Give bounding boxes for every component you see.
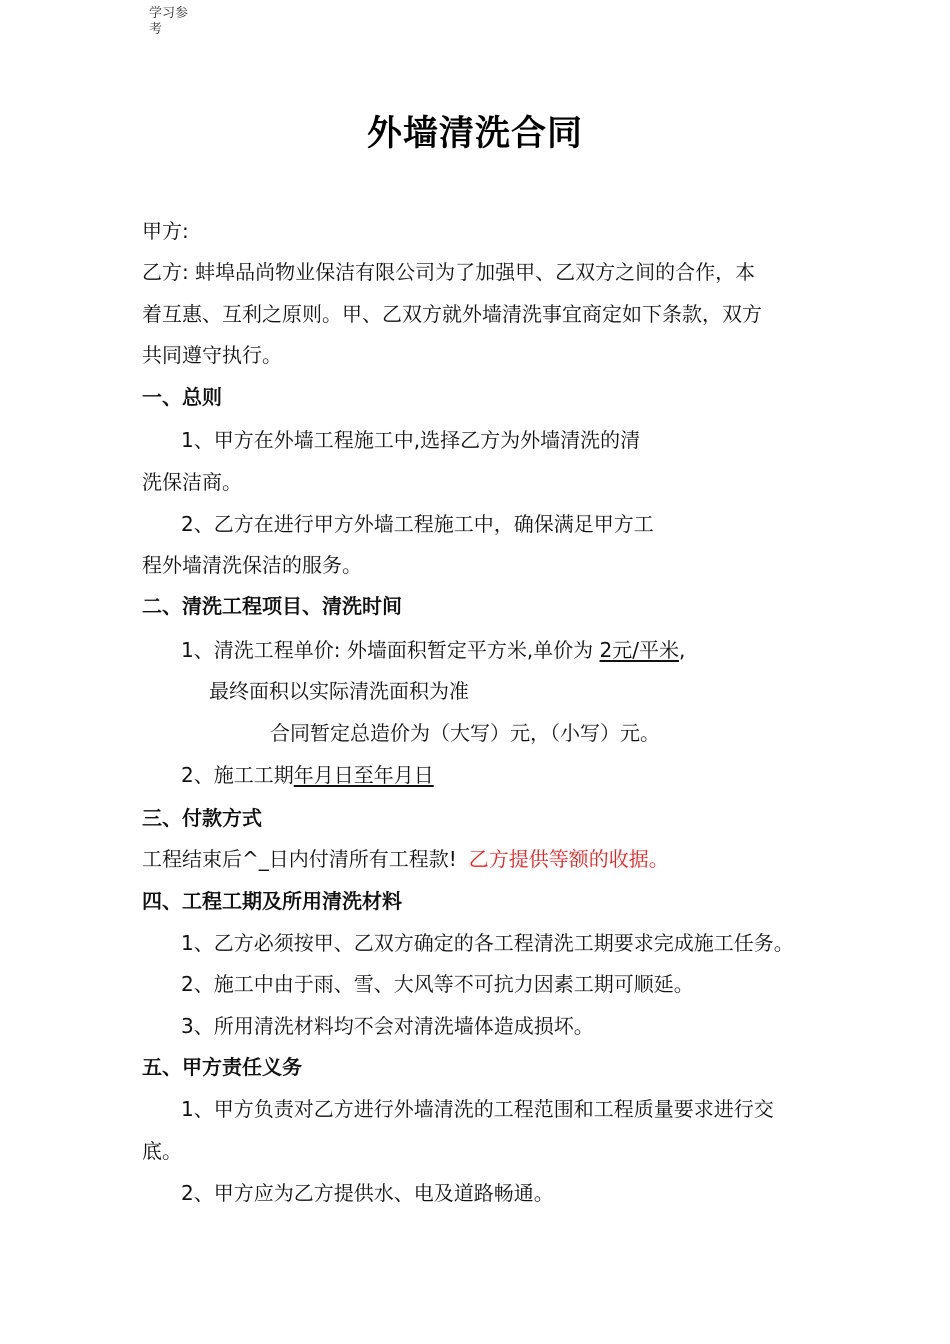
clause-text: 2、甲方应为乙方提供水、电及道路畅通。 (181, 1181, 554, 1205)
clause-text: 工程结束后^_日内付清所有工程款! (142, 847, 457, 871)
payment-line (142, 845, 669, 873)
receipt-note: 乙方提供等额的收据。 (468, 847, 669, 871)
watermark (149, 6, 199, 38)
clause-text: 洗保洁商。 (142, 470, 242, 494)
watermark-line: 学习参 (149, 6, 189, 21)
party-b-line: 乙方: 蚌埠品尚物业保洁有限公司为了加强甲、乙双方之间的合作，本 (142, 260, 756, 284)
intro-line: 着互惠、互利之原则。甲、乙双方就外墙清洗事宜商定如下条款，双方 (142, 302, 762, 326)
clause-text: 3、所用清洗材料均不会对清洗墙体造成损坏。 (181, 1014, 594, 1038)
clause-text: 最终面积以实际清洗面积为准 (209, 679, 469, 703)
intro-line: 共同遵守执行。 (142, 343, 282, 367)
unit-price-value: 2元/平米 (599, 638, 680, 662)
construction-period-value: 年月日至年月日 (293, 763, 434, 787)
section-heading-payment: 三、付款方式 (142, 806, 262, 830)
clause-text: 2、施工中由于雨、雪、大风等不可抗力因素工期可顺延。 (181, 972, 694, 996)
clause-price-line (181, 636, 685, 664)
clause-text: , (679, 638, 686, 662)
document-title: 外墙清洗合同 (366, 114, 583, 154)
clause-text: 合同暂定总造价为（大写）元，（小写）元。 (270, 721, 660, 745)
section-heading-general: 一、总则 (142, 385, 222, 409)
clause-text: 2、施工工期 (181, 763, 294, 787)
clause-text: 底。 (142, 1139, 182, 1163)
watermark-line: 考 (149, 22, 163, 37)
section-heading-party-a-duties: 五、甲方责任义务 (142, 1055, 302, 1079)
section-heading-project: 二、清洗工程项目、清洗时间 (142, 594, 402, 618)
clause-text: 1、甲方在外墙工程施工中,选择乙方为外墙清洗的清 (181, 428, 641, 452)
clause-period-line (181, 761, 434, 789)
clause-text: 1、清洗工程单价: 外墙面积暂定平方米,单价为 (181, 638, 600, 662)
clause-text: 2、乙方在进行甲方外墙工程施工中，确保满足甲方工 (181, 512, 654, 536)
clause-text: 程外墙清洗保洁的服务。 (142, 553, 362, 577)
section-heading-schedule: 四、工程工期及所用清洗材料 (142, 889, 402, 913)
clause-text: 1、甲方负责对乙方进行外墙清洗的工程范围和工程质量要求进行交 (181, 1097, 774, 1121)
clause-text: 1、乙方必须按甲、乙双方确定的各工程清洗工期要求完成施工任务。 (181, 931, 794, 955)
party-a-line: 甲方: (142, 219, 189, 243)
